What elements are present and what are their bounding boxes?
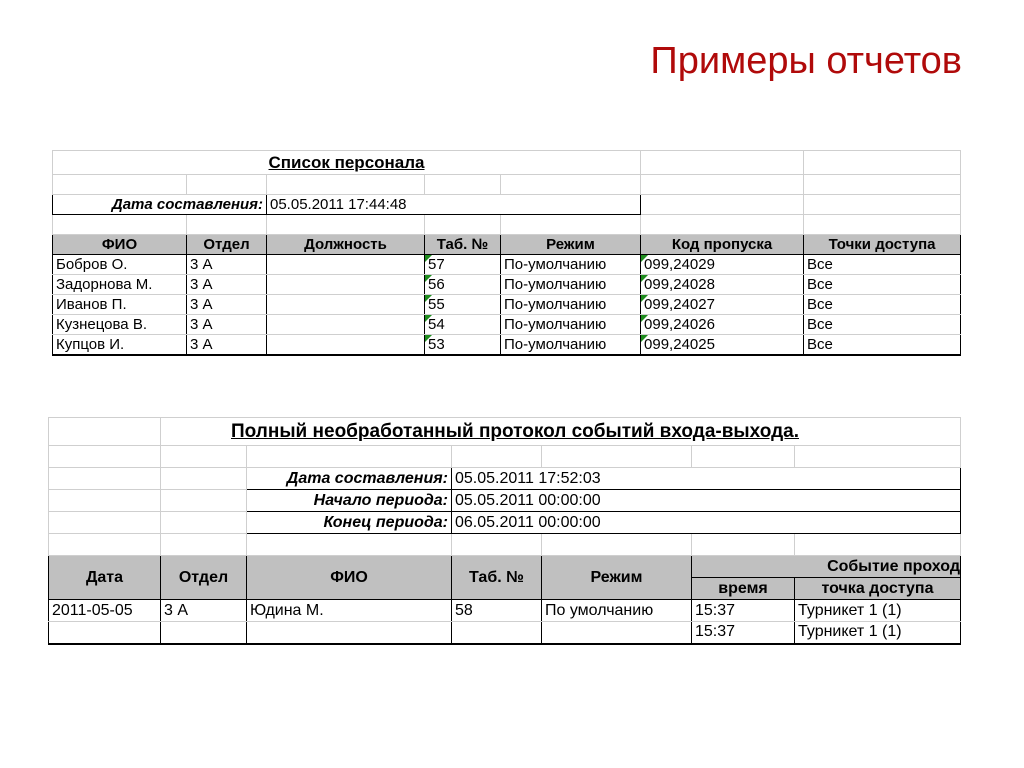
number-as-text-marker-icon [425,295,432,302]
event-date-label: Дата составления: [247,468,452,490]
cell-position [267,275,425,295]
cell-mode: По-умолчанию [501,255,641,275]
event-log-report [48,417,961,645]
cell-access-point: Турникет 1 (1) [795,600,961,622]
cell-access: Все [804,255,961,275]
cell-tab: 53 [425,335,501,355]
cell-tab: 58 [452,600,542,622]
cell-fio: Юдина М. [247,600,452,622]
cell-fio: Купцов И. [53,335,187,355]
cell-code: 099,24025 [641,335,804,355]
event-header-row [49,556,961,578]
cell-code: 099,24029 [641,255,804,275]
cell-time: 15:37 [692,600,795,622]
col-header-tab: Таб. № [425,235,501,255]
cell-mode: По-умолчанию [501,315,641,335]
staff-report-title: Список персонала [53,151,641,175]
cell-time: 15:37 [692,622,795,644]
number-as-text-marker-icon [641,295,648,302]
cell-code: 099,24028 [641,275,804,295]
col-header-access-point: точка доступа [795,578,961,600]
period-start-label: Начало периода: [247,490,452,512]
staff-header-row [53,235,961,255]
cell-fio [247,622,452,644]
cell-access: Все [804,275,961,295]
cell-dept: 3 А [187,275,267,295]
event-date-value: 05.05.2011 17:52:03 [452,468,961,490]
table-row [53,275,961,295]
staff-date-label: Дата составления: [53,195,267,215]
col-header-fio: ФИО [53,235,187,255]
col-header-position: Должность [267,235,425,255]
col-header-event-group: Событие проход [692,556,961,578]
col-header-time: время [692,578,795,600]
cell-tab: 54 [425,315,501,335]
cell-mode: По-умолчанию [501,275,641,295]
staff-date-value: 05.05.2011 17:44:48 [267,195,641,215]
cell-dept: 3 А [187,295,267,315]
col-header-tab: Таб. № [452,556,542,600]
cell-date: 2011-05-05 [49,600,161,622]
col-header-dept: Отдел [187,235,267,255]
cell-fio: Задорнова М. [53,275,187,295]
cell-code: 099,24026 [641,315,804,335]
cell-tab: 55 [425,295,501,315]
number-as-text-marker-icon [641,315,648,322]
col-header-mode: Режим [501,235,641,255]
number-as-text-marker-icon [425,335,432,342]
period-end-value: 06.05.2011 00:00:00 [452,512,961,534]
cell-access: Все [804,315,961,335]
cell-position [267,255,425,275]
period-end-label: Конец периода: [247,512,452,534]
number-as-text-marker-icon [425,315,432,322]
cell-access: Все [804,335,961,355]
col-header-dept: Отдел [161,556,247,600]
col-header-pass-code: Код пропуска [641,235,804,255]
cell-date [49,622,161,644]
table-row [53,255,961,275]
event-report-title: Полный необработанный протокол событий входа-выхода. [161,418,961,446]
cell-tab: 57 [425,255,501,275]
number-as-text-marker-icon [425,255,432,262]
cell-position [267,295,425,315]
cell-position [267,335,425,355]
cell-dept: 3 А [187,335,267,355]
col-header-fio: ФИО [247,556,452,600]
cell-dept: 3 А [187,255,267,275]
cell-tab [452,622,542,644]
cell-mode: По-умолчанию [501,295,641,315]
cell-fio: Кузнецова В. [53,315,187,335]
number-as-text-marker-icon [641,335,648,342]
cell-access: Все [804,295,961,315]
cell-dept: 3 А [161,600,247,622]
cell-position [267,315,425,335]
col-header-date: Дата [49,556,161,600]
cell-code: 099,24027 [641,295,804,315]
cell-mode: По-умолчанию [501,335,641,355]
col-header-access-points: Точки доступа [804,235,961,255]
number-as-text-marker-icon [641,275,648,282]
number-as-text-marker-icon [641,255,648,262]
number-as-text-marker-icon [425,275,432,282]
table-row [53,295,961,315]
cell-fio: Бобров О. [53,255,187,275]
cell-dept [161,622,247,644]
cell-mode [542,622,692,644]
table-row [53,335,961,355]
cell-fio: Иванов П. [53,295,187,315]
cell-dept: 3 А [187,315,267,335]
cell-mode: По умолчанию [542,600,692,622]
table-row [53,315,961,335]
cell-access-point: Турникет 1 (1) [795,622,961,644]
slide-title: Примеры отчетов [650,40,962,82]
cell-tab: 56 [425,275,501,295]
table-row [49,600,961,622]
table-row [49,622,961,644]
col-header-mode: Режим [542,556,692,600]
staff-list-report [52,150,961,356]
period-start-value: 05.05.2011 00:00:00 [452,490,961,512]
